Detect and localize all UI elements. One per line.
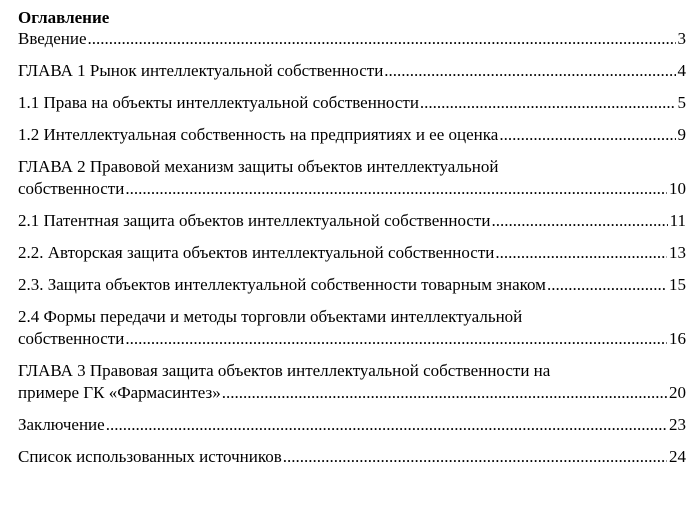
toc-entry[interactable]	[18, 124, 686, 146]
toc-entry-text: Заключение	[18, 415, 105, 434]
toc-entry[interactable]	[18, 446, 686, 468]
toc-page-number: 20	[669, 383, 686, 402]
toc-entry[interactable]	[18, 210, 686, 232]
toc-page-number: 11	[669, 211, 686, 230]
toc-page-number: 24	[669, 447, 686, 466]
toc-entry-text: 2.4 Формы передачи и методы торговли объектами интеллектуальной	[18, 307, 523, 326]
dot-leader	[491, 210, 667, 232]
toc-entry[interactable]	[18, 92, 686, 114]
toc-entry[interactable]	[18, 242, 686, 264]
toc-page-number: 5	[677, 93, 686, 112]
toc-entry[interactable]	[18, 360, 686, 404]
toc-entry-text: 2.2. Авторская защита объектов интеллектуальной собственности	[18, 243, 495, 262]
dot-leader	[222, 382, 667, 404]
toc-entry-line	[18, 382, 686, 404]
toc-entry-line	[18, 124, 686, 146]
toc-entry-line	[18, 242, 686, 264]
toc-entry-line	[18, 92, 686, 114]
toc-page-number: 10	[669, 179, 686, 198]
toc-entries	[18, 28, 686, 468]
toc-page-number: 9	[677, 125, 686, 144]
toc-entry-line	[18, 328, 686, 350]
dot-leader	[547, 274, 667, 296]
toc-entry[interactable]	[18, 306, 686, 350]
toc-title: Оглавление	[18, 8, 110, 27]
toc-entry[interactable]	[18, 274, 686, 296]
toc-entry-text: 2.1 Патентная защита объектов интеллектуальной собственности	[18, 211, 491, 230]
toc-page-number: 16	[669, 329, 686, 348]
toc-entry-line	[18, 274, 686, 296]
toc-entry-text: примере ГК «Фармасинтез»	[18, 383, 221, 402]
toc-entry-line	[18, 60, 686, 82]
toc-entry[interactable]	[18, 60, 686, 82]
toc-page-number: 4	[677, 61, 686, 80]
toc-entry-text: ГЛАВА 3 Правовая защита объектов интеллектуальной собственности на	[18, 361, 551, 380]
dot-leader	[125, 328, 667, 350]
dot-leader	[283, 446, 667, 468]
toc-entry-line	[18, 28, 686, 50]
toc-page-number: 23	[669, 415, 686, 434]
toc-entry-text: 1.1 Права на объекты интеллектуальной собственности	[18, 93, 419, 112]
toc-entry-line	[18, 178, 686, 200]
dot-leader	[88, 28, 676, 50]
toc-entry-line	[18, 414, 686, 436]
toc-entry-line	[18, 210, 686, 232]
dot-leader	[499, 124, 675, 146]
toc-entry-text: Введение	[18, 29, 87, 48]
dot-leader	[106, 414, 667, 436]
toc-entry-text: Список использованных источников	[18, 447, 282, 466]
toc-page-number: 13	[669, 243, 686, 262]
dot-leader	[384, 60, 675, 82]
toc-entry[interactable]	[18, 414, 686, 436]
toc-entry-text: собственности	[18, 179, 125, 198]
toc-page-number: 3	[677, 29, 686, 48]
dot-leader	[125, 178, 667, 200]
toc-entry-text: ГЛАВА 1 Рынок интеллектуальной собственности	[18, 61, 384, 80]
toc-entry[interactable]	[18, 156, 686, 200]
toc-page-number: 15	[669, 275, 686, 294]
toc-entry-text: 1.2 Интеллектуальная собственность на предприятиях и ее оценка	[18, 125, 499, 144]
toc-entry-text: ГЛАВА 2 Правовой механизм защиты объектов интеллектуальной	[18, 157, 499, 176]
toc-entry[interactable]	[18, 28, 686, 50]
dot-leader	[420, 92, 676, 114]
toc-entry-line	[18, 446, 686, 468]
table-of-contents	[18, 8, 686, 468]
dot-leader	[495, 242, 667, 264]
toc-entry-text: 2.3. Защита объектов интеллектуальной собственности товарным знаком	[18, 275, 546, 294]
toc-entry-text: собственности	[18, 329, 125, 348]
